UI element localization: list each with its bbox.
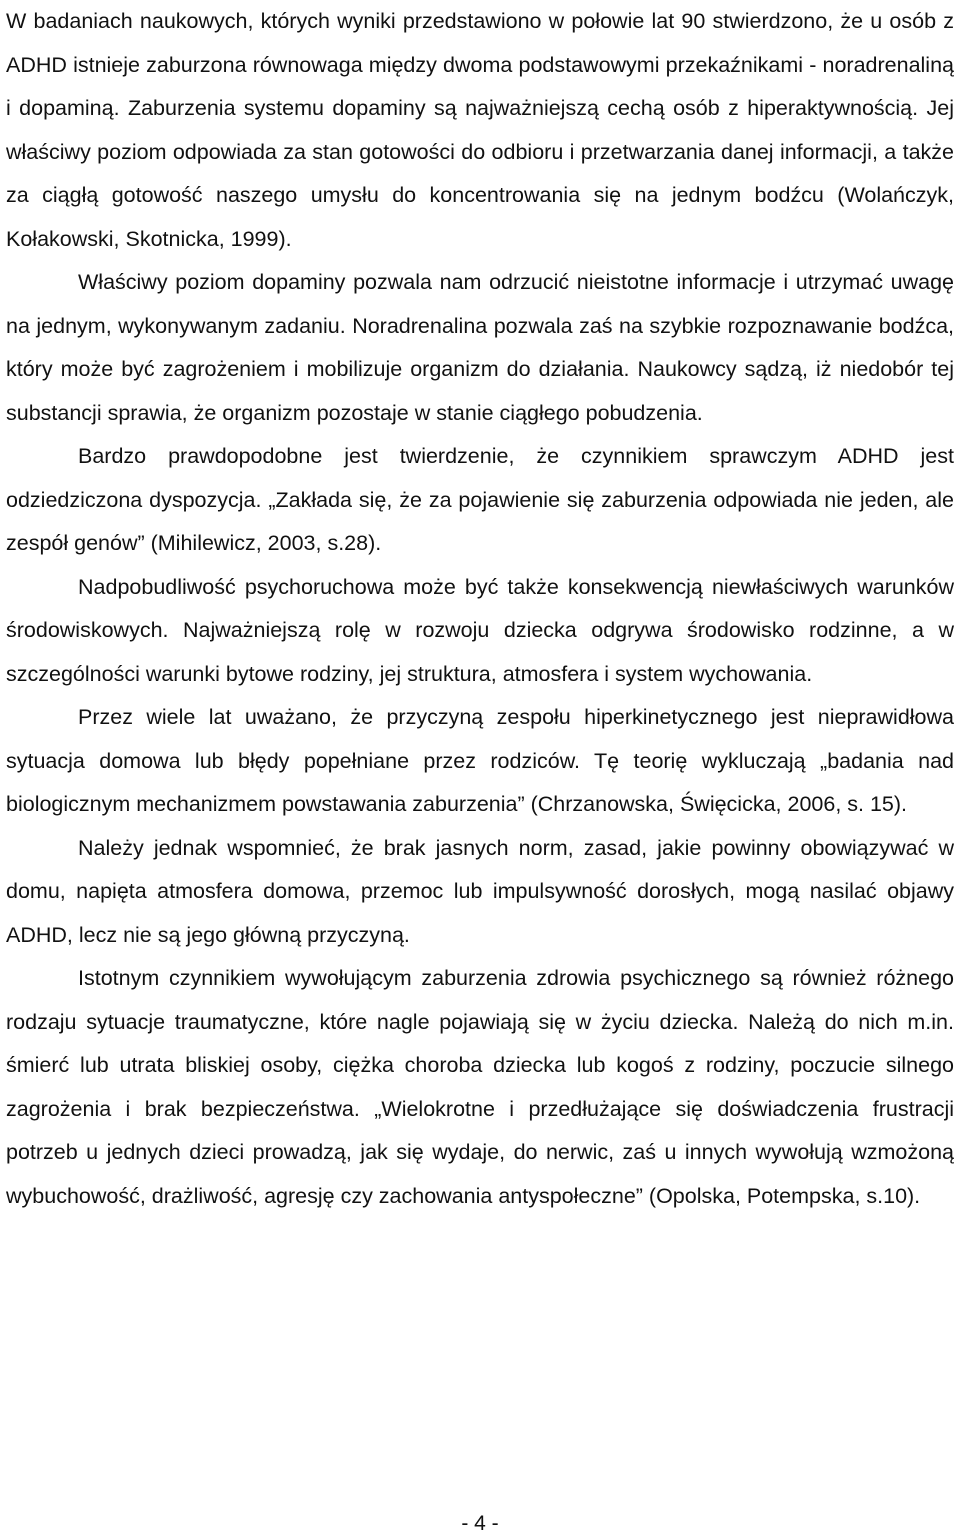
paragraph-6: Należy jednak wspomnieć, że brak jasnych norm, zasad, jakie powinny obowiązywać w domu, napięta atmosfera domowa, przemoc lub impulsywność dorosłych, mogą nasilać objawy ADHD, lecz nie są jego główną przyczyną. [6,835,954,947]
paragraph-7: Istotnym czynnikiem wywołującym zaburzenia zdrowia psychicznego są również różnego rodzaju sytuacje traumatyczne, które nagle pojawiają się w życiu dziecka. Należą do nich m.in. śmierć lub utrata bliskiej osoby, ciężka choroba dziecka lub kogoś z rodziny, poczucie silnego zagrożenia i brak bezpieczeństwa. „Wielokrotne i przedłużające się doświadczenia frustracji potrzeb u jednych dzieci prowadzą, jak się wydaje, do nerwic, zaś u innych wywołują wzmożoną wybuchowość, drażliwość, agresję czy zachowania antyspołeczne” (Opolska, Potempska, s.10). [6,966,954,1208]
paragraph-1: W badaniach naukowych, których wyniki przedstawiono w połowie lat 90 stwierdzono, że u osób z ADHD istnieje zaburzona równowaga między dwoma podstawowymi przekaźnikami - noradrenaliną i dopaminą. Zaburzenia systemu dopaminy są najważniejszą cechą osób z hiperaktywnością. Jej właściwy poziom odpowiada za stan gotowości do odbioru i przetwarzania danej informacji, a także za ciągłą gotowość naszego umysłu do koncentrowania się na jednym bodźcu (Wolańczyk, Kołakowski, Skotnicka, 1999). [6,9,954,251]
paragraph-2: Właściwy poziom dopaminy pozwala nam odrzucić nieistotne informacje i utrzymać uwagę na jednym, wykonywanym zadaniu. Noradrenalina pozwala zaś na szybkie rozpoznawanie bodźca, który może być zagrożeniem i mobilizuje organizm do działania. Naukowcy sądzą, iż niedobór tej substancji sprawia, że organizm pozostaje w stanie ciągłego pobudzenia. [6,270,954,425]
paragraph-5: Przez wiele lat uważano, że przyczyną zespołu hiperkinetycznego jest nieprawidłowa sytuacja domowa lub błędy popełniane przez rodziców. Tę teorię wykluczają „badania nad biologicznym mechanizmem powstawania zaburzenia” (Chrzanowska, Święcicka, 2006, s. 15). [6,705,954,816]
page-number: - 4 - [461,1512,499,1535]
paragraph-4: Nadpobudliwość psychoruchowa może być także konsekwencją niewłaściwych warunków środowiskowych. Najważniejszą rolę w rozwoju dziecka odgrywa środowisko rodzinne, a w szczególności warunki bytowe rodziny, jej struktura, atmosfera i system wychowania. [6,574,954,686]
paragraph-3: Bardzo prawdopodobne jest twierdzenie, że czynnikiem sprawczym ADHD jest odziedziczona dyspozycja. „Zakłada się, że za pojawienie się zaburzenia odpowiada nie jeden, ale zespół genów” (Mihilewicz, 2003, s.28). [6,444,954,555]
document-page [6,0,954,1218]
